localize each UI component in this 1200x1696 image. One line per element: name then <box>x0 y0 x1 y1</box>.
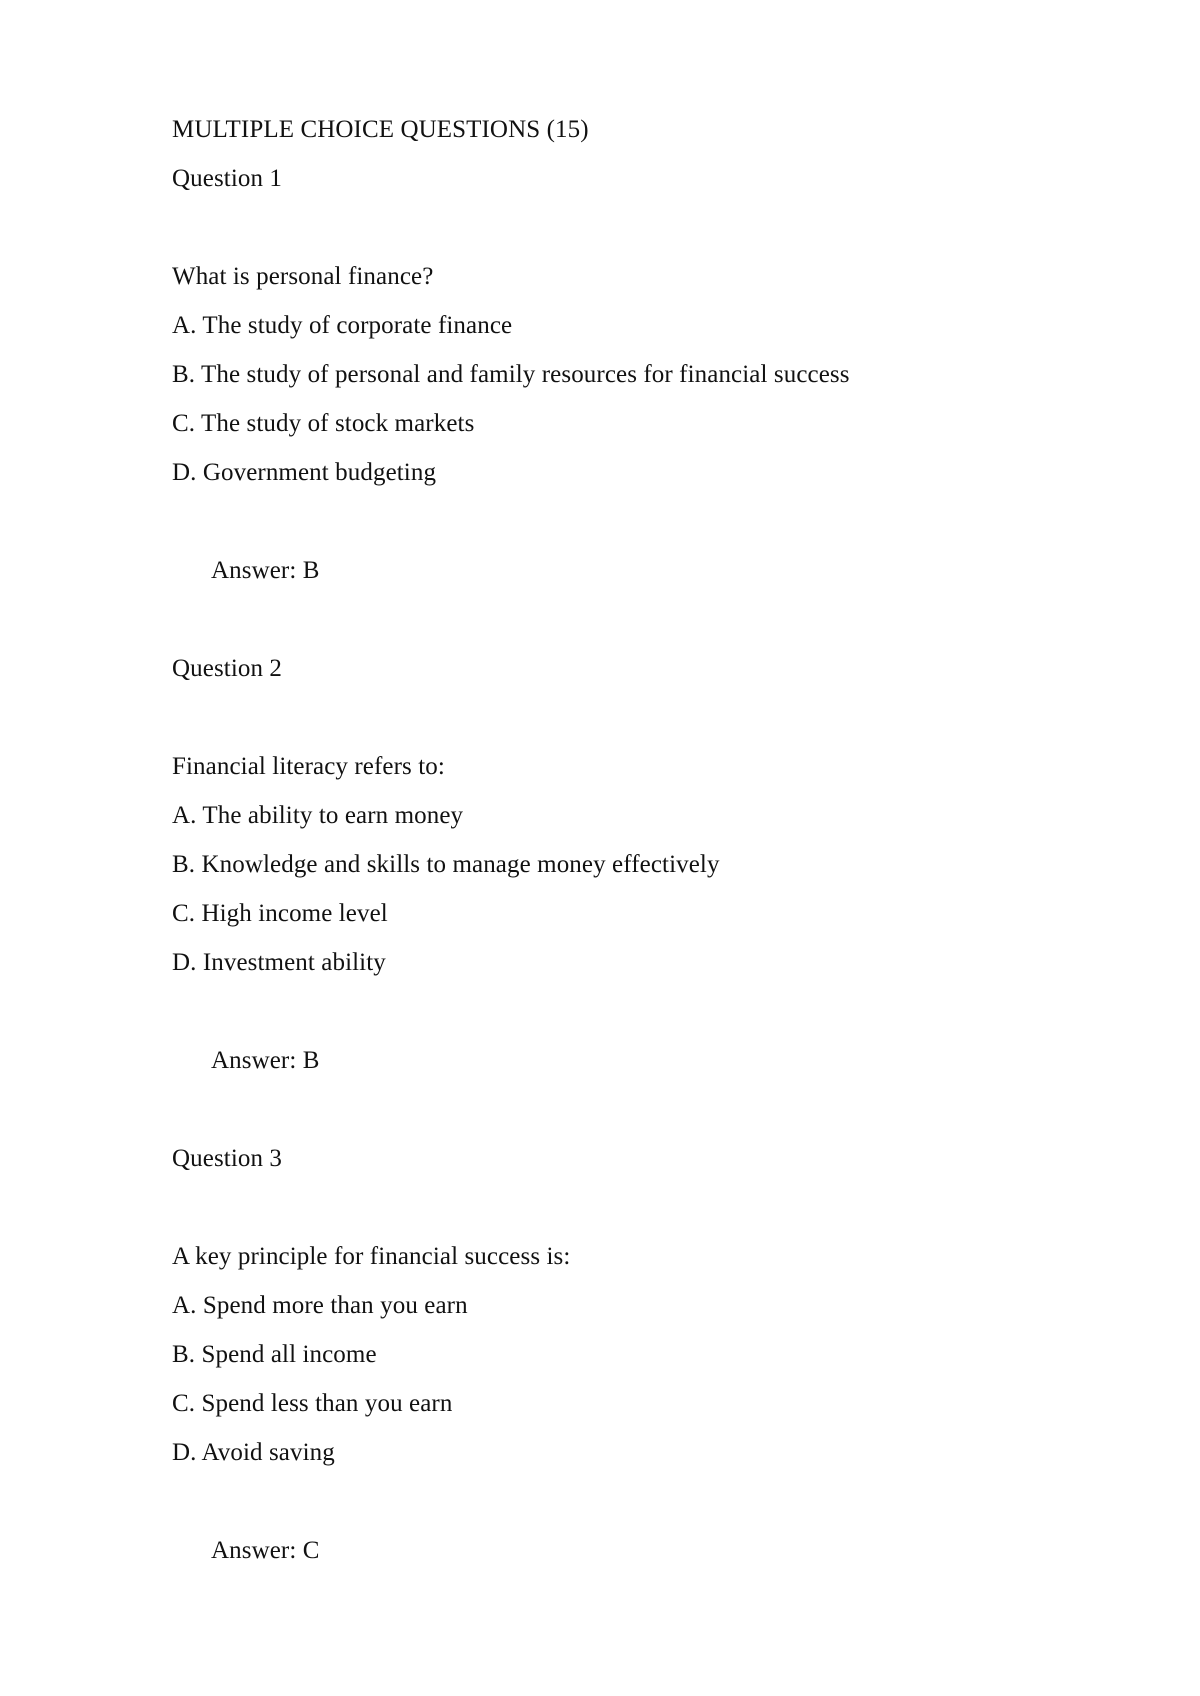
option-d: D. Government budgeting <box>172 459 437 486</box>
question-label: Question 3 <box>172 1145 283 1172</box>
option-d: D. Investment ability <box>172 949 386 976</box>
question-prompt: Financial literacy refers to: <box>172 753 445 780</box>
question-label: Question 2 <box>172 655 283 682</box>
option-c: C. High income level <box>172 900 388 927</box>
question-label: Question 1 <box>172 165 283 192</box>
option-a: A. The study of corporate finance <box>172 312 513 339</box>
option-c: C. The study of stock markets <box>172 410 475 437</box>
question-prompt: A key principle for financial success is: <box>172 1243 571 1270</box>
option-b: B. Spend all income <box>172 1341 377 1368</box>
page-title: MULTIPLE CHOICE QUESTIONS (15) <box>172 116 589 143</box>
option-b: B. The study of personal and family resources for financial success <box>172 361 850 388</box>
option-c: C. Spend less than you earn <box>172 1390 453 1417</box>
answer: Answer: B <box>211 557 320 584</box>
question-prompt: What is personal finance? <box>172 263 434 290</box>
option-b: B. Knowledge and skills to manage money effectively <box>172 851 720 878</box>
option-d: D. Avoid saving <box>172 1439 335 1466</box>
option-a: A. Spend more than you earn <box>172 1292 468 1319</box>
answer: Answer: B <box>211 1047 320 1074</box>
option-a: A. The ability to earn money <box>172 802 464 829</box>
answer: Answer: C <box>211 1537 320 1564</box>
